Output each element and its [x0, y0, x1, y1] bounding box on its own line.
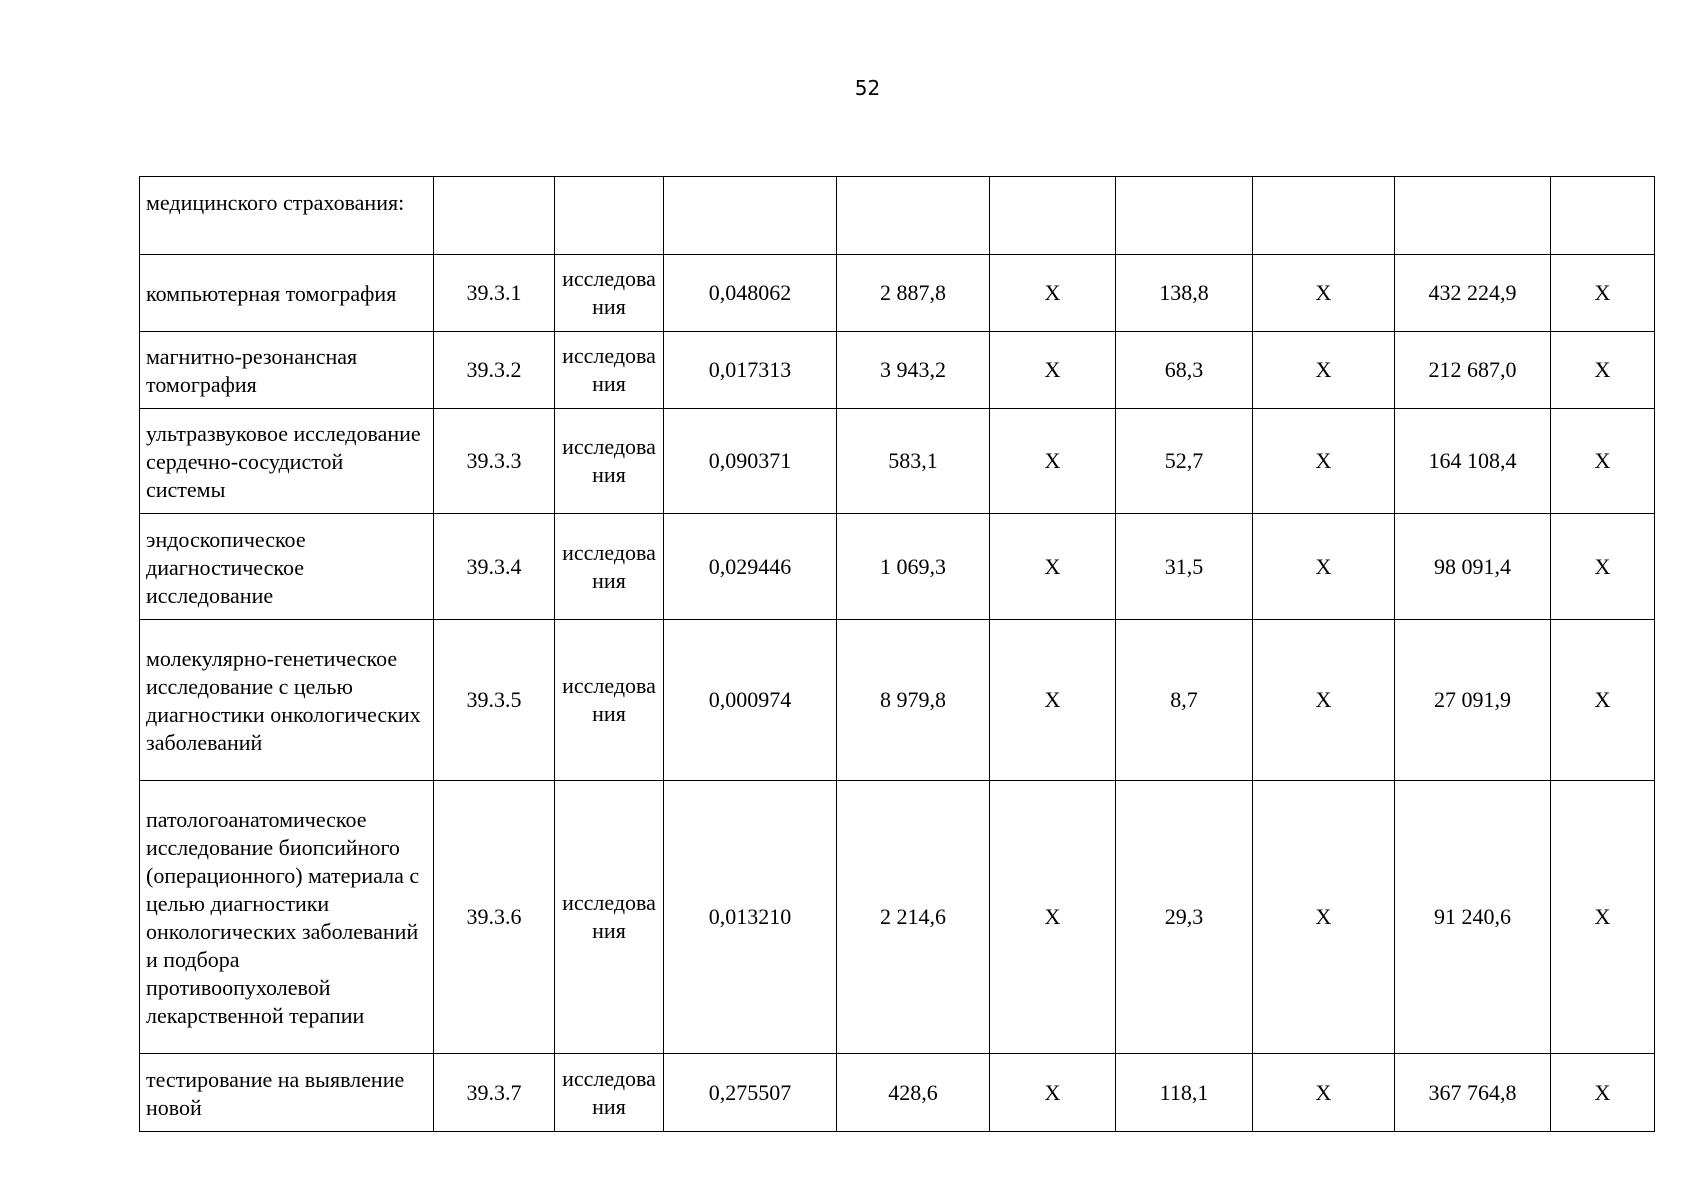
row-col8: Х [1253, 409, 1395, 514]
row-unit: исследования [555, 409, 664, 514]
row-col7: 68,3 [1116, 332, 1253, 409]
row-col8: Х [1253, 514, 1395, 620]
row-col9: 91 240,6 [1395, 781, 1551, 1054]
table-row [140, 332, 1655, 409]
row-unit: исследования [555, 781, 664, 1054]
row-col8 [1253, 177, 1395, 255]
table-row [140, 255, 1655, 332]
row-name: магнитно-резонансная томография [140, 332, 434, 409]
row-col6 [990, 177, 1116, 255]
table-row [140, 177, 1655, 255]
row-code: 39.3.2 [434, 332, 555, 409]
row-col7: 118,1 [1116, 1054, 1253, 1132]
row-unit: исследования [555, 255, 664, 332]
row-code: 39.3.1 [434, 255, 555, 332]
row-name: патологоанатомическое исследование биопсийного (операционного) материала с целью диагностики онкологических заболеваний и подбора противоопухолевой лекарственной терапии [140, 781, 434, 1054]
row-col9: 98 091,4 [1395, 514, 1551, 620]
row-name: медицинского страхования: [140, 177, 434, 255]
row-col6: Х [990, 332, 1116, 409]
data-table [139, 176, 1655, 1132]
row-col9: 367 764,8 [1395, 1054, 1551, 1132]
table-row [140, 1054, 1655, 1132]
row-name: ультразвуковое исследование сердечно-сосудистой системы [140, 409, 434, 514]
row-unit: исследования [555, 1054, 664, 1132]
row-col9 [1395, 177, 1551, 255]
row-code: 39.3.3 [434, 409, 555, 514]
row-col7: 52,7 [1116, 409, 1253, 514]
row-col7 [1116, 177, 1253, 255]
row-name: молекулярно-генетическое исследование с целью диагностики онкологических заболеваний [140, 620, 434, 781]
row-col10 [1551, 177, 1655, 255]
row-col6: Х [990, 781, 1116, 1054]
row-col10: Х [1551, 1054, 1655, 1132]
row-name: компьютерная томография [140, 255, 434, 332]
row-cost: 8 979,8 [837, 620, 990, 781]
row-col7: 31,5 [1116, 514, 1253, 620]
row-col9: 212 687,0 [1395, 332, 1551, 409]
row-col8: Х [1253, 620, 1395, 781]
row-col9: 432 224,9 [1395, 255, 1551, 332]
row-col10: Х [1551, 514, 1655, 620]
row-col6: Х [990, 1054, 1116, 1132]
row-col8: Х [1253, 781, 1395, 1054]
row-norm [664, 177, 837, 255]
row-col8: Х [1253, 1054, 1395, 1132]
row-cost: 583,1 [837, 409, 990, 514]
row-code: 39.3.6 [434, 781, 555, 1054]
row-col10: Х [1551, 781, 1655, 1054]
row-norm: 0,000974 [664, 620, 837, 781]
row-code: 39.3.4 [434, 514, 555, 620]
row-norm: 0,090371 [664, 409, 837, 514]
row-col10: Х [1551, 620, 1655, 781]
table-row [140, 409, 1655, 514]
row-col7: 29,3 [1116, 781, 1253, 1054]
row-col10: Х [1551, 409, 1655, 514]
row-code: 39.3.5 [434, 620, 555, 781]
table-row [140, 514, 1655, 620]
row-cost: 2 887,8 [837, 255, 990, 332]
row-norm: 0,017313 [664, 332, 837, 409]
row-col6: Х [990, 620, 1116, 781]
row-col6: Х [990, 409, 1116, 514]
row-cost: 428,6 [837, 1054, 990, 1132]
row-code: 39.3.7 [434, 1054, 555, 1132]
row-col9: 27 091,9 [1395, 620, 1551, 781]
row-cost: 2 214,6 [837, 781, 990, 1054]
row-col6: Х [990, 255, 1116, 332]
row-col7: 138,8 [1116, 255, 1253, 332]
table-row [140, 781, 1655, 1054]
row-col6: Х [990, 514, 1116, 620]
row-col7: 8,7 [1116, 620, 1253, 781]
table-row [140, 620, 1655, 781]
row-name: эндоскопическое диагностическое исследование [140, 514, 434, 620]
row-col8: Х [1253, 332, 1395, 409]
row-unit [555, 177, 664, 255]
row-cost [837, 177, 990, 255]
row-norm: 0,048062 [664, 255, 837, 332]
row-unit: исследования [555, 332, 664, 409]
row-col8: Х [1253, 255, 1395, 332]
row-col10: Х [1551, 255, 1655, 332]
row-cost: 3 943,2 [837, 332, 990, 409]
row-col10: Х [1551, 332, 1655, 409]
row-col9: 164 108,4 [1395, 409, 1551, 514]
row-code [434, 177, 555, 255]
row-cost: 1 069,3 [837, 514, 990, 620]
row-norm: 0,029446 [664, 514, 837, 620]
row-norm: 0,275507 [664, 1054, 837, 1132]
row-norm: 0,013210 [664, 781, 837, 1054]
row-unit: исследования [555, 514, 664, 620]
row-unit: исследования [555, 620, 664, 781]
page-number: 52 [854, 76, 881, 100]
row-name: тестирование на выявление новой [140, 1054, 434, 1132]
